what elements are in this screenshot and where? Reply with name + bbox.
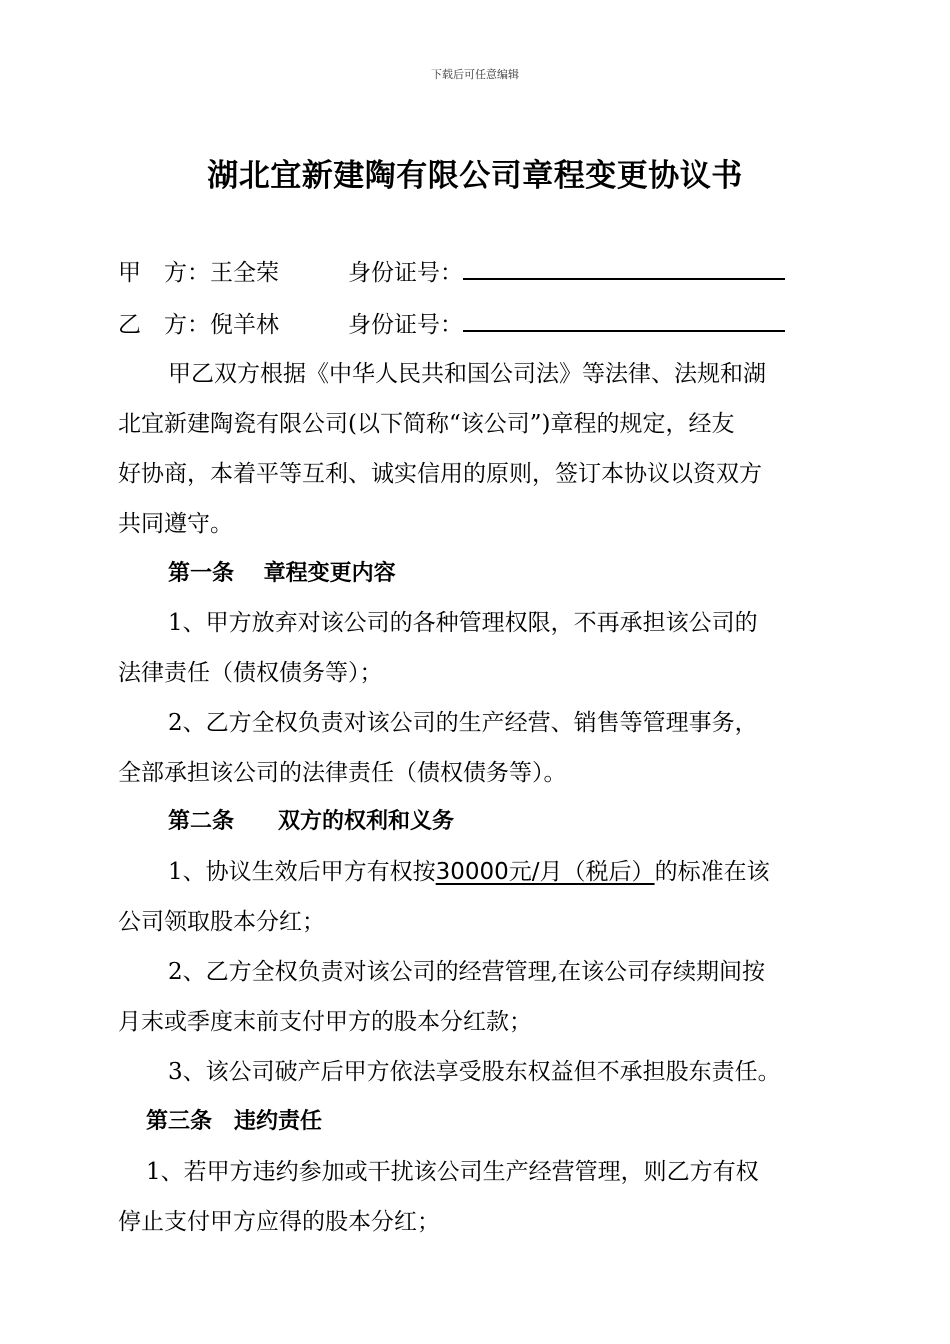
- article2-item1-line: [168, 856, 770, 888]
- party-a-line: [118, 256, 785, 289]
- party-b-label: 乙 方：倪羊林: [118, 312, 279, 338]
- article3-item1-line: 停止支付甲方应得的股本分红；: [118, 1209, 440, 1235]
- article1-item2-line: 2、乙方全权负责对该公司的生产经营、销售等管理事务，: [168, 710, 758, 736]
- article1-item2-line: 全部承担该公司的法律责任（债权债务等）。: [118, 760, 567, 786]
- article2-item1-post: 的标准在该: [654, 859, 770, 885]
- preamble-line: 北宜新建陶瓷有限公司(以下简称“该公司”)章程的规定，经友: [118, 411, 735, 437]
- article1-item1-line: 法律责任（债权债务等）；: [118, 660, 383, 686]
- article3-heading: 第三条 违约责任: [146, 1109, 323, 1134]
- article1-heading: 第一条 章程变更内容: [168, 561, 396, 586]
- party-a-label: 甲 方：王全荣: [118, 260, 279, 286]
- dividend-amount: 30000元/月（税后）: [435, 859, 655, 885]
- article2-item1-line: 公司领取股本分红；: [118, 909, 325, 935]
- article2-item2-line: 2、乙方全权负责对该公司的经营管理,在该公司存续期间按: [168, 959, 765, 985]
- article2-item2-line: 月末或季度末前支付甲方的股本分红款；: [118, 1009, 532, 1035]
- party-a-id-blank: [463, 256, 785, 280]
- party-a-id-label: 身份证号：: [348, 260, 463, 286]
- document-title: 湖北宜新建陶有限公司章程变更协议书: [207, 158, 743, 194]
- party-b-line: [118, 308, 785, 341]
- header-note: 下载后可任意编辑: [431, 68, 519, 81]
- preamble-line: 好协商，本着平等互利、诚实信用的原则，签订本协议以资双方: [118, 461, 762, 487]
- party-b-id-blank: [463, 308, 785, 332]
- article2-item1-pre: 1、协议生效后甲方有权按: [168, 859, 436, 885]
- preamble-line: 共同遵守。: [118, 511, 233, 537]
- article2-item3-line: 3、该公司破产后甲方依法享受股东权益但不承担股东责任。: [168, 1059, 781, 1085]
- article1-item1-line: 1、甲方放弃对该公司的各种管理权限，不再承担该公司的: [168, 610, 758, 636]
- party-b-id-label: 身份证号：: [348, 312, 463, 338]
- article2-heading: 第二条 双方的权利和义务: [168, 809, 455, 834]
- article3-item1-line: 1、若甲方违约参加或干扰该公司生产经营管理，则乙方有权: [146, 1159, 759, 1185]
- preamble-line: 甲乙双方根据《中华人民共和国公司法》等法律、法规和湖: [168, 361, 766, 387]
